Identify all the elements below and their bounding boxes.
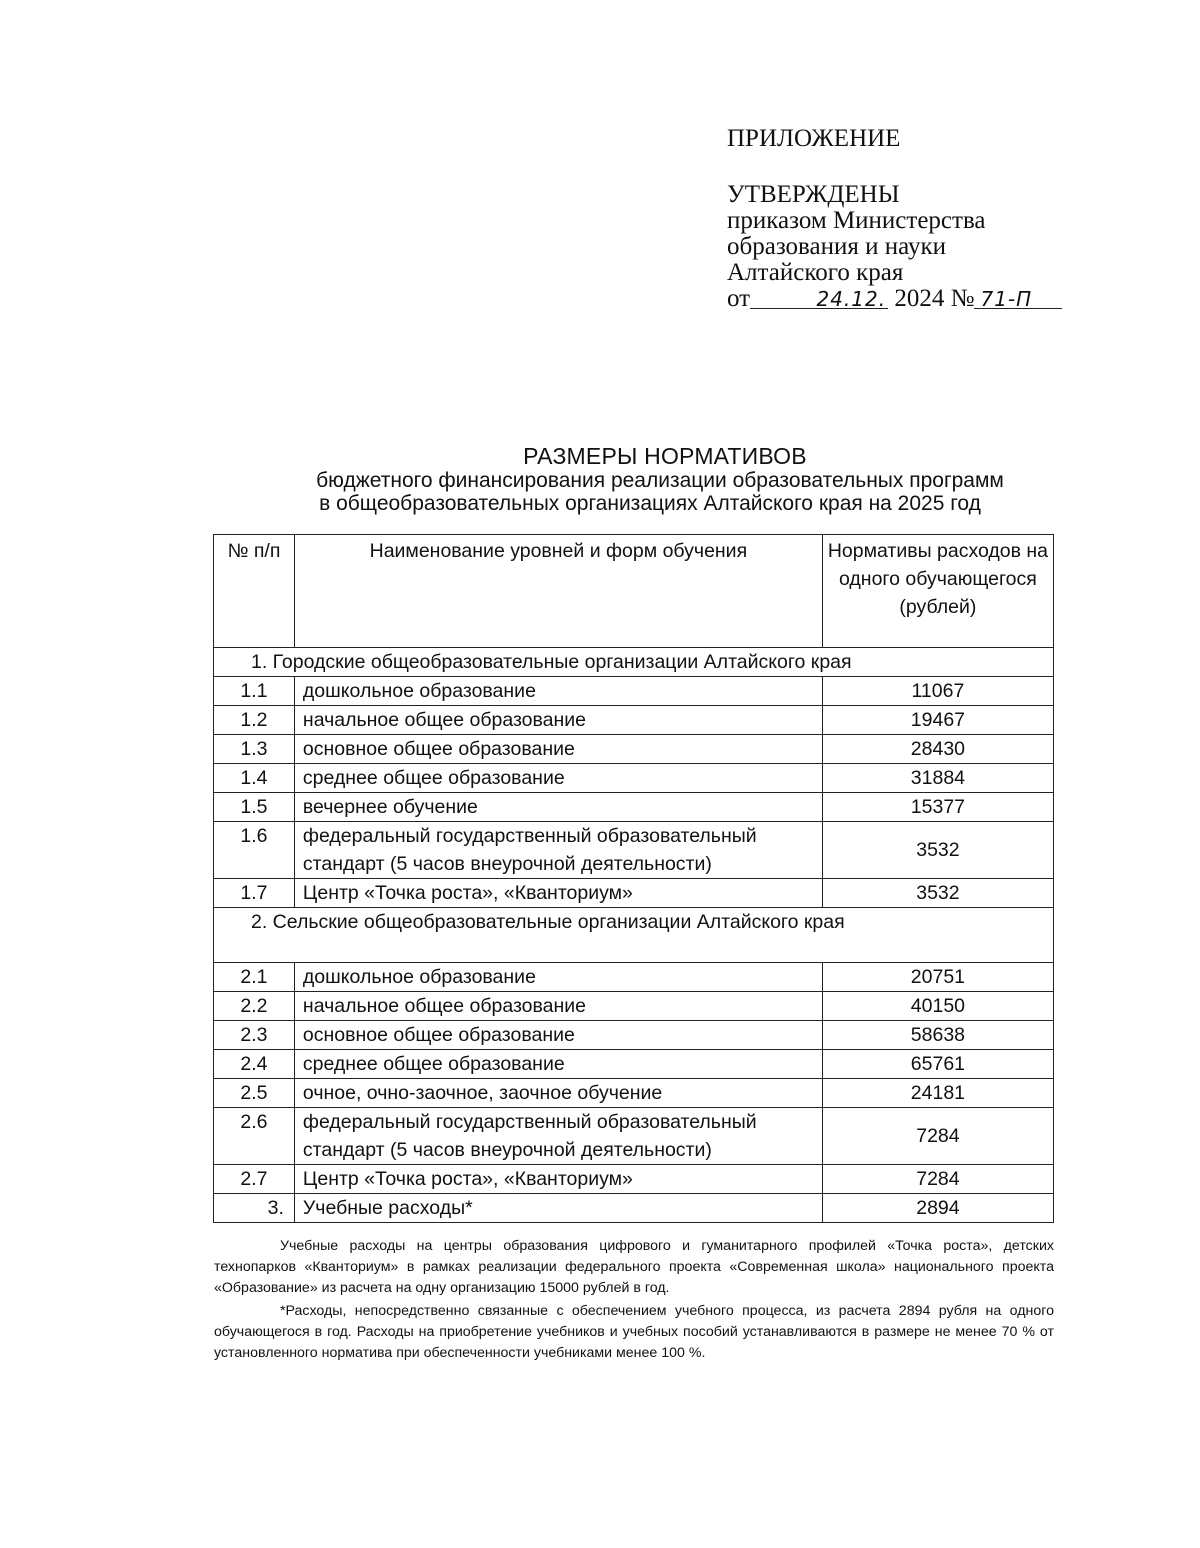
table-row-training-expenses [214,1194,1054,1223]
row-name: начальное общее образование [294,706,822,735]
date-blank [750,286,888,309]
table-row [214,764,1054,793]
table-row [214,1021,1054,1050]
row-value: 7284 [822,1165,1053,1194]
row-num: 3. [214,1194,295,1223]
row-value: 28430 [822,735,1053,764]
section-label: 1. Городские общеобразовательные организации Алтайского края [214,648,1054,677]
row-value: 24181 [822,1079,1053,1108]
row-name: основное общее образование [294,1021,822,1050]
order-year: 2024 [894,285,945,312]
row-num: 1.3 [214,735,295,764]
section-row-rural [214,908,1054,963]
row-name: вечернее обучение [294,793,822,822]
order-date-line [727,286,1062,312]
table-row [214,1050,1054,1079]
table-header-row [214,535,1054,648]
row-name: Учебные расходы* [294,1194,822,1223]
table-row [214,1079,1054,1108]
footnotes [214,1236,1054,1364]
header-value: Нормативы расходов на одного обучающегося (рублей) [822,535,1053,648]
approved-heading: УТВЕРЖДЕНЫ [727,181,900,208]
table-row [214,879,1054,908]
row-value: 3532 [822,822,1053,879]
table-row [214,735,1054,764]
title-sub-line-1: бюджетного финансирования реализации образовательных программ [316,469,1004,492]
title-sub-line-2: в общеобразовательных организациях Алтайского края на 2025 год [319,492,981,515]
table-row [214,1165,1054,1194]
row-num: 2.3 [214,1021,295,1050]
row-num: 2.1 [214,963,295,992]
row-value: 20751 [822,963,1053,992]
note-asterisk: *Расходы, непосредственно связанные с обеспечением учебного процесса, из расчета 2894 рубля на одного обучающегося в год. Расходы на приобретение учебников и учебных пособий устанавливаются в размере не менее 70 % от установленного норматива при обеспеченности учебниками менее 100 %. [214,1303,1054,1361]
row-name: дошкольное образование [294,677,822,706]
row-name: среднее общее образование [294,764,822,793]
handwritten-number: 71-П [980,287,1033,311]
table-row [214,1108,1054,1165]
row-num: 2.6 [214,1108,295,1165]
number-sign: № [950,285,975,312]
row-value: 15377 [822,793,1053,822]
row-name: федеральный государственный образовательный стандарт (5 часов внеурочной деятельности) [294,822,822,879]
row-num: 2.5 [214,1079,295,1108]
row-name: среднее общее образование [294,1050,822,1079]
row-value: 40150 [822,992,1053,1021]
row-value: 11067 [822,677,1053,706]
table-row [214,963,1054,992]
row-name: начальное общее образование [294,992,822,1021]
table-row [214,822,1054,879]
title-main: РАЗМЕРЫ НОРМАТИВОВ [523,443,807,469]
row-num: 2.7 [214,1165,295,1194]
row-name: очное, очно-заочное, заочное обучение [294,1079,822,1108]
table-row [214,706,1054,735]
approval-line-3: Алтайского края [727,259,904,286]
row-num: 1.5 [214,793,295,822]
table-row [214,992,1054,1021]
row-num: 1.1 [214,677,295,706]
row-num: 1.4 [214,764,295,793]
row-name: Центр «Точка роста», «Кванториум» [294,879,822,908]
row-name: Центр «Точка роста», «Кванториум» [294,1165,822,1194]
row-name: основное общее образование [294,735,822,764]
number-blank [974,286,1062,309]
document-title [250,443,1070,515]
table-row [214,677,1054,706]
row-value: 31884 [822,764,1053,793]
approval-stamp [727,126,1062,312]
row-name: дошкольное образование [294,963,822,992]
row-num: 1.2 [214,706,295,735]
handwritten-date: 24.12. [816,287,887,311]
row-num: 2.2 [214,992,295,1021]
date-prefix: от [727,285,751,312]
row-value: 7284 [822,1108,1053,1165]
header-num: № п/п [214,535,295,648]
table-row [214,793,1054,822]
approval-line-1: приказом Министерства [727,207,986,234]
row-num: 1.6 [214,822,295,879]
row-value: 19467 [822,706,1053,735]
note-centers: Учебные расходы на центры образования цифрового и гуманитарного профилей «Точка роста», детских технопарков «Кванториум» в рамках реализации федерального проекта «Современная школа» национального проекта «Образование» из расчета на одну организацию 15000 рублей в год. [214,1238,1054,1296]
header-name: Наименование уровней и форм обучения [294,535,822,648]
row-value: 65761 [822,1050,1053,1079]
row-num: 2.4 [214,1050,295,1079]
row-value: 2894 [822,1194,1053,1223]
approval-line-2: образования и науки [727,233,946,260]
row-value: 3532 [822,879,1053,908]
row-value: 58638 [822,1021,1053,1050]
norms-table [213,534,1054,1223]
section-label: 2. Сельские общеобразовательные организации Алтайского края [214,908,1054,963]
section-row-urban [214,648,1054,677]
row-name: федеральный государственный образовательный стандарт (5 часов внеурочной деятельности) [294,1108,822,1165]
appendix-heading: ПРИЛОЖЕНИЕ [727,125,901,152]
row-num: 1.7 [214,879,295,908]
